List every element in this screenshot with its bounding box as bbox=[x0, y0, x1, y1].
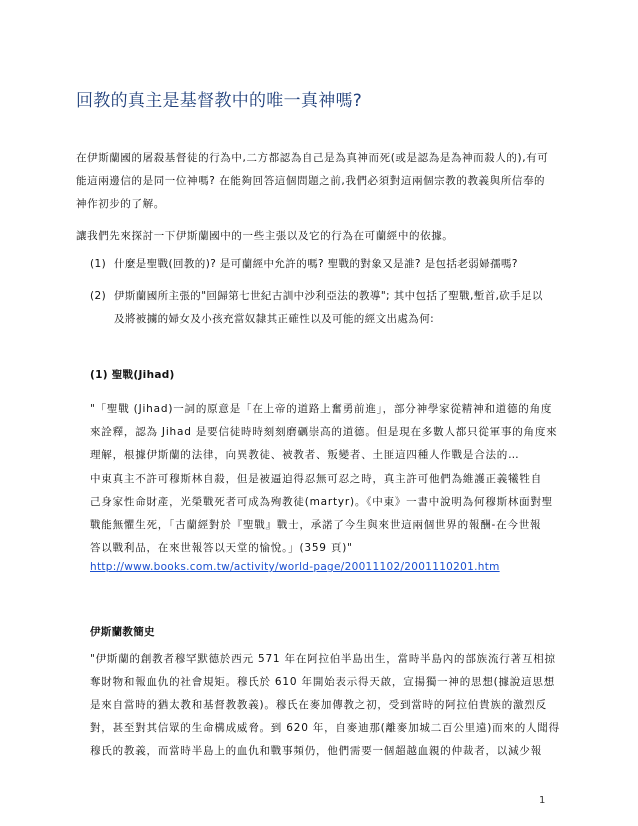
question-text: 及將被擄的婦女及小孩充當奴隸其正確性以及可能的經文出處為何: bbox=[114, 313, 435, 325]
section-heading-jihad bbox=[90, 367, 570, 382]
history-line: 對，甚至對其信眾的生命構成威脅。到 620 年，自麥迪那(離麥加城二百公里遠)而來的人聞得 bbox=[90, 722, 560, 734]
intro-line: 神作初步的了解。 bbox=[76, 198, 165, 210]
quote-line: 戰能無懼生死，「古蘭經對於『聖戰』戰士，承諾了今生與來世這兩個世界的報酬-在今世報 bbox=[90, 519, 542, 531]
intro-line: 在伊斯蘭國的屠殺基督徒的行為中,二方都認為自己是為真神而死(或是認為是為神而殺人的),有可 bbox=[76, 152, 549, 164]
question-number: (1) bbox=[90, 258, 107, 270]
question-text: 什麼是聖戰(回教的)? 是可蘭經中允許的嗎? 聖戰的對象又是誰? 是包括老弱婦孺嗎? bbox=[114, 258, 518, 270]
question-item-2 bbox=[90, 285, 543, 331]
quote-line: "「聖戰 (Jihad)一詞的原意是「在上帝的道路上奮勇前進」，部分神學家從精神和道德的角度 bbox=[90, 403, 553, 415]
quote-line: 答以戰利品，在來世報答以天堂的愉悅。」(359 頁)" bbox=[90, 542, 353, 554]
history-line: 奪財物和報血仇的社會規矩。穆氏於 610 年開始表示得天啟，宣揚獨一神的思想(據說這思想 bbox=[90, 676, 556, 688]
discuss-paragraph bbox=[76, 225, 564, 248]
question-number: (2) bbox=[90, 290, 107, 302]
question-text: 伊斯蘭國所主張的"回歸第七世紀古訓中沙利亞法的教導"; 其中包括了聖戰,塹首,砍手足以 bbox=[114, 290, 543, 302]
history-line: 是來自當時的猶太教和基督教教義)。穆氏在麥加傳教之初，受到當時的阿拉伯貴族的激烈反 bbox=[90, 699, 547, 711]
quote-line: 己身家性命財產，光榮戰死者可成為殉教徒(martyr)。《中東》一書中說明為何穆斯林面對聖 bbox=[90, 496, 554, 508]
history-paragraph bbox=[90, 648, 560, 763]
section-heading: (1) 聖戰(Jihad) bbox=[90, 369, 175, 381]
question-item-1 bbox=[90, 253, 518, 276]
history-line: 穆氏的教義，而當時半島上的血仇和戰事頻仍，他們需要一個超越血親的仲裁者，以減少報 bbox=[90, 745, 542, 757]
quote-paragraph bbox=[90, 398, 557, 467]
section-heading: 伊斯蘭教簡史 bbox=[90, 626, 155, 638]
source-link[interactable]: http://www.books.com.tw/activity/world-page/20011102/2001110201.htm bbox=[90, 561, 500, 573]
quote-line: 中東真主不許可穆斯林自殺，但是被逼迫得忍無可忍之時，真主許可他們為維護正義犧牲自 bbox=[90, 473, 542, 485]
quote-paragraph bbox=[90, 468, 553, 560]
page-number: 1 bbox=[539, 795, 546, 806]
section-heading-history bbox=[90, 624, 570, 639]
page-title: 回教的真主是基督教中的唯一真神嗎? bbox=[76, 91, 363, 111]
intro-line: 能這兩邊信的是同一位神嗎? 在能夠回答這個問題之前,我們必須對這兩個宗教的教義與所信奉的 bbox=[76, 175, 546, 187]
quote-line: 理解，根據伊斯蘭的法律，向異教徒、被教者、叛變者、土匪這四種人作戰是合法的… bbox=[90, 449, 520, 461]
history-line: "伊斯蘭的創教者穆罕默德於西元 571 年在阿拉伯半島出生，當時半島內的部族流行著互相掠 bbox=[90, 653, 556, 665]
intro-paragraph bbox=[76, 147, 564, 216]
discuss-line: 讓我們先來探討一下伊斯蘭國中的一些主張以及它的行為在可蘭經中的依據。 bbox=[76, 230, 454, 242]
quote-line: 來詮釋，認為 Jihad 是要信徒時時刻刻磨礪崇高的道德。但是現在多數人都只從軍事的角度來 bbox=[90, 426, 558, 438]
